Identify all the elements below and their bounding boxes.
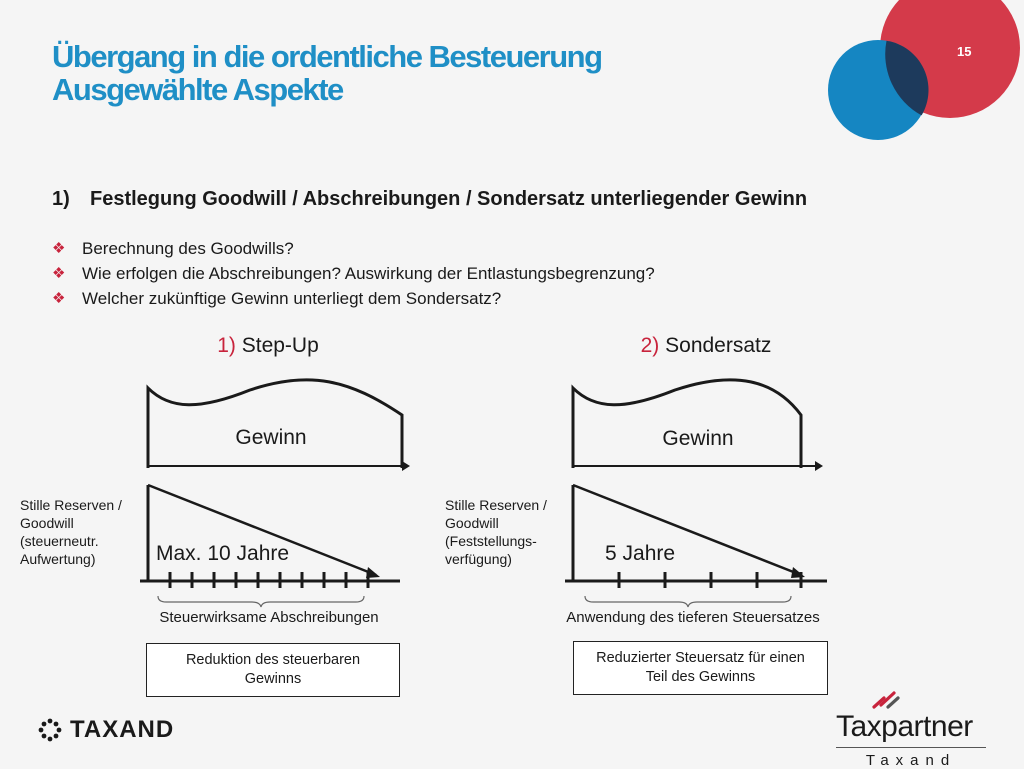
taxpartner-subtitle: Taxand <box>865 752 957 769</box>
left-side-label-line: (steuerneutr. <box>20 533 99 549</box>
right-side-label-line: verfügung) <box>445 551 512 567</box>
left-result-line: Gewinns <box>244 671 302 687</box>
bullet-text: Wie erfolgen die Abschreibungen? Auswirkung der Entlastungsbegrenzung? <box>82 264 655 283</box>
left-result-line: Reduktion des steuerbaren <box>185 652 361 668</box>
bullet-text: Berechnung des Goodwills? <box>82 239 294 258</box>
right-result-box <box>573 641 828 695</box>
section-number: 1) <box>52 188 70 210</box>
right-side-label <box>445 496 575 568</box>
right-profit-curve <box>573 380 801 468</box>
left-side-label-line: Stille Reserven / <box>20 497 122 513</box>
right-duration-label: 5 Jahre <box>605 542 676 565</box>
bullet-item <box>52 286 655 311</box>
right-side-label-line: Goodwill <box>445 515 499 531</box>
left-axis-caption: Steuerwirksame Abschreibungen <box>159 609 379 626</box>
right-curve-label: Gewinn <box>662 427 734 450</box>
left-side-label-line: Goodwill <box>20 515 74 531</box>
left-diagram-title-text: Step-Up <box>241 334 319 357</box>
right-diagram-title-text: Sondersatz <box>665 334 772 357</box>
right-axis-caption: Anwendung des tieferen Steuersatzes <box>566 609 820 626</box>
right-brace-icon <box>583 594 793 608</box>
right-side-label-line: (Feststellungs- <box>445 533 537 549</box>
decorative-circles <box>820 0 1024 150</box>
left-brace-icon <box>156 594 366 608</box>
left-curve-label: Gewinn <box>235 426 307 449</box>
taxpartner-logo <box>836 688 986 769</box>
slide-title <box>52 40 602 106</box>
right-diagram-title <box>586 334 826 358</box>
section-heading-text: Festlegung Goodwill / Abschreibungen / Sondersatz unterliegender Gewinn <box>90 188 808 210</box>
left-side-label-line: Aufwertung) <box>20 551 96 567</box>
left-profit-axis-arrow <box>402 461 410 471</box>
diamond-bullet-icon: ❖ <box>52 240 66 257</box>
left-diagram-title <box>148 334 388 358</box>
right-result-line: Reduzierter Steuersatz für einen <box>596 650 805 666</box>
taxpartner-divider <box>836 747 986 748</box>
title-line-1: Übergang in die ordentliche Besteuerung <box>52 39 602 74</box>
taxand-mark-icon <box>38 718 62 742</box>
taxpartner-stripes-icon <box>836 688 986 710</box>
right-diagram-number: 2) <box>640 334 660 357</box>
left-result-box <box>146 643 400 697</box>
taxpartner-wordmark: Taxpartner <box>836 710 973 743</box>
taxand-wordmark: TAXAND <box>70 716 175 743</box>
left-duration-label: Max. 10 Jahre <box>156 542 290 565</box>
bullet-text: Welcher zukünftige Gewinn unterliegt dem Sondersatz? <box>82 289 502 308</box>
section-heading <box>52 188 807 211</box>
bullet-item <box>52 261 655 286</box>
right-goodwill-arrow <box>791 567 805 578</box>
title-line-2: Ausgewählte Aspekte <box>52 72 343 107</box>
left-diagram-number: 1) <box>217 334 236 357</box>
bullet-list <box>52 236 655 311</box>
slide-number: 15 <box>957 44 972 59</box>
left-profit-curve <box>148 380 402 468</box>
taxand-logo <box>38 716 174 744</box>
diamond-bullet-icon: ❖ <box>52 265 66 282</box>
diamond-bullet-icon: ❖ <box>52 290 66 307</box>
right-side-label-line: Stille Reserven / <box>445 497 547 513</box>
left-side-label <box>20 496 150 568</box>
bullet-item <box>52 236 655 261</box>
right-result-line: Teil des Gewinns <box>645 669 756 685</box>
right-profit-axis-arrow <box>815 461 823 471</box>
